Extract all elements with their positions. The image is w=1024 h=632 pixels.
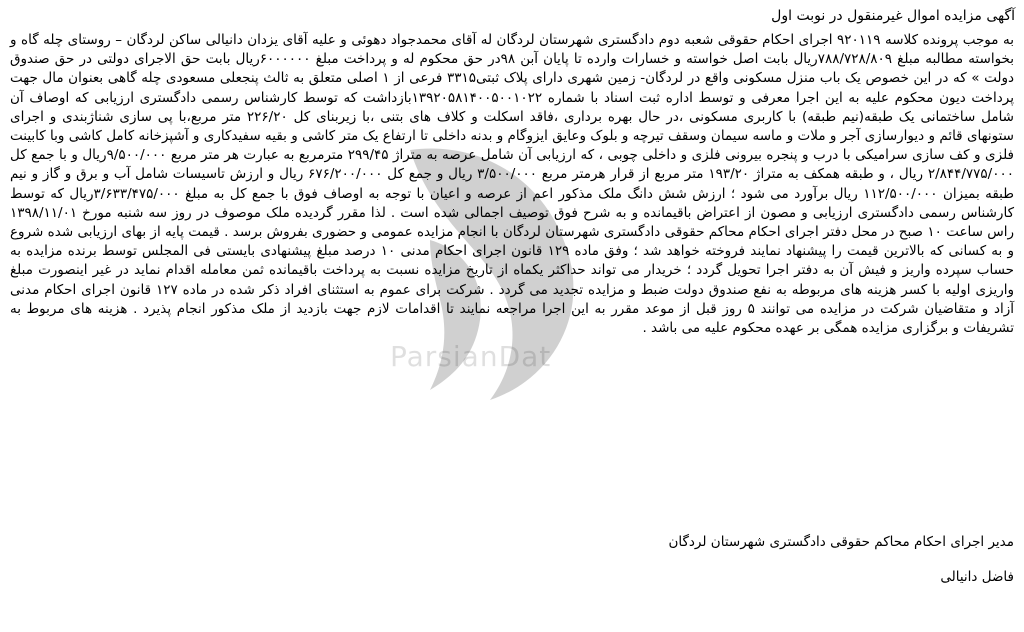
notice-body-paragraph: به موجب پرونده کلاسه ۹۲۰۱۱۹ اجرای احکام حقوقی شعبه دوم دادگستری شهرستان لردگان له آقای محمدجواد دهوئی و علیه آقای یزدان دانیالی ساکن لردگان – روستای چله گاه و بخواسته مطالبه مبلغ ۷۸۸/۷۲۸/۸۰۹ریال بابت اصل خواسته و خسارات وارده تا پایان آبن ۹۸در حق محکوم له و پرداخت مبلغ ۶۰۰۰۰۰۰ریال بابت حق الاجرای دولتی در حق صندوق دولت » که در این خصوص یک باب منزل مسکونی واقع در لردگان- زمین شهری دارای پلاک ثبتی۳۳۱۵ فرعی از ۱ اصلی متعلق به ثالث پنجعلی مسعودی چله گاهی بعنوان مال جهت پرداخت دیون محکوم علیه به این اجرا معرفی و توسط اداره ثبت اسناد با شماره ۱۳۹۲۰۵۸۱۴۰۰۵۰۰۱۰۲۲بازداشت که توسط کارشناس رسمی دادگستری ارزیابی که اوصاف آن شامل ساختمانی یک طبقه(نیم طبقه) با کاربری مسکونی ،در حال بهره برداری ،فاقد اسکلت و کلاف های بتنی ،با زیربنای کل ۲۲۶/۲۰ متر مربع،با پی سازی شناژبندی و اجرای ستونهای قائم و دیوارسازی آجر و ملات و ماسه سیمان وسقف تیرچه و بلوک وعایق ایزوگام و بدنه داخلی تا ارتفاع یک متر کاشی و بقیه سفیدکاری و آشپزخانه کامل کاشی وبا کابینت فلزی و کف سازی سرامیکی با درب و پنجره بیرونی فلزی و داخلی چوبی ، که ارزیابی آن شامل عرصه به متراژ ۲۹۹/۴۵ مترمربع به عبارت هر متر مربع ۹/۵۰۰/۰۰۰ریال و با جمع کل ۲/۸۴۴/۷۷۵/۰۰۰ ریال ، و طبقه همکف به متراژ ۱۹۳/۲۰ متر مربع از قرار هرمتر مربع ۳/۵۰۰/۰۰۰ ریال و جمع کل ۶۷۶/۲۰۰/۰۰۰ ریال و ارزش تاسیسات شامل آب و برق و گاز و نیم طبقه بمیزان ۱۱۲/۵۰۰/۰۰۰ ریال برآورد می شود ؛ ارزش شش دانگ ملک مذکور اعم از عرصه و اعیان با توجه به اوصاف فوق با جمع کل به مبلغ ۳/۶۳۳/۴۷۵/۰۰۰ریال که توسط کارشناس رسمی دادگستری ارزیابی و مصون از اعتراض باقیمانده و به شرح فوق توصیف اجمالی شده است . لذا مقرر گردیده ملک موصوف در روز سه شنبه مورخ ۱۳۹۸/۱۱/۰۱ راس ساعت ۱۰ صبح در محل دفتر اجرای احکام محاکم حقوقی دادگستری شهرستان لردگان با انجام مزایده عمومی و حضوری بفروش برسد . قیمت پایه از بهای ارزیابی شده شروع و به کسانی که بالاترین قیمت را پیشنهاد نمایند فروخته خواهد شد ؛ وفق ماده ۱۲۹ قانون اجرای احکام مدنی ۱۰ درصد مبلغ پیشنهادی بایستی فی المجلس توسط برنده مزایده به حساب سپرده واریز و فیش آن به دفتر اجرا تحویل گردد ؛ خریدار می تواند حداکثر یکماه از تاریخ مزایده نسبت به پرداخت باقیمانده ثمن معامله اقدام نماید در غیر اینصورت مبلغ واریزی اولیه با کسر هزینه های مربوطه به نفع صندوق دولت ضبط و مزایده تجدید می گردد . شرکت برای عموم به استثنای افراد ذکر شده در ماده ۱۲۷ قانون اجرای احکام مدنی آزاد و متقاضیان شرکت در مزایده می توانند ۵ روز قبل از موعد مقرر به این اجرا مراجعه نمایند تا اقدامات لازم جهت بازدید از ملک مذکور انجام پذیرد . هزینه های مربوط به تشریفات و برگزاری مزایده همگی بر عهده محکوم علیه می باشد . — [10, 32, 1015, 337]
page-title: آگهی مزایده اموال غیرمنقول در نوبت اول — [771, 8, 1015, 24]
watermark-text: ParsianDat — [390, 340, 552, 373]
signature-office-title: مدیر اجرای احکام محاکم حقوقی دادگستری شهرستان لردگان — [668, 534, 1014, 550]
signature-name: فاضل دانیالی — [940, 569, 1014, 585]
